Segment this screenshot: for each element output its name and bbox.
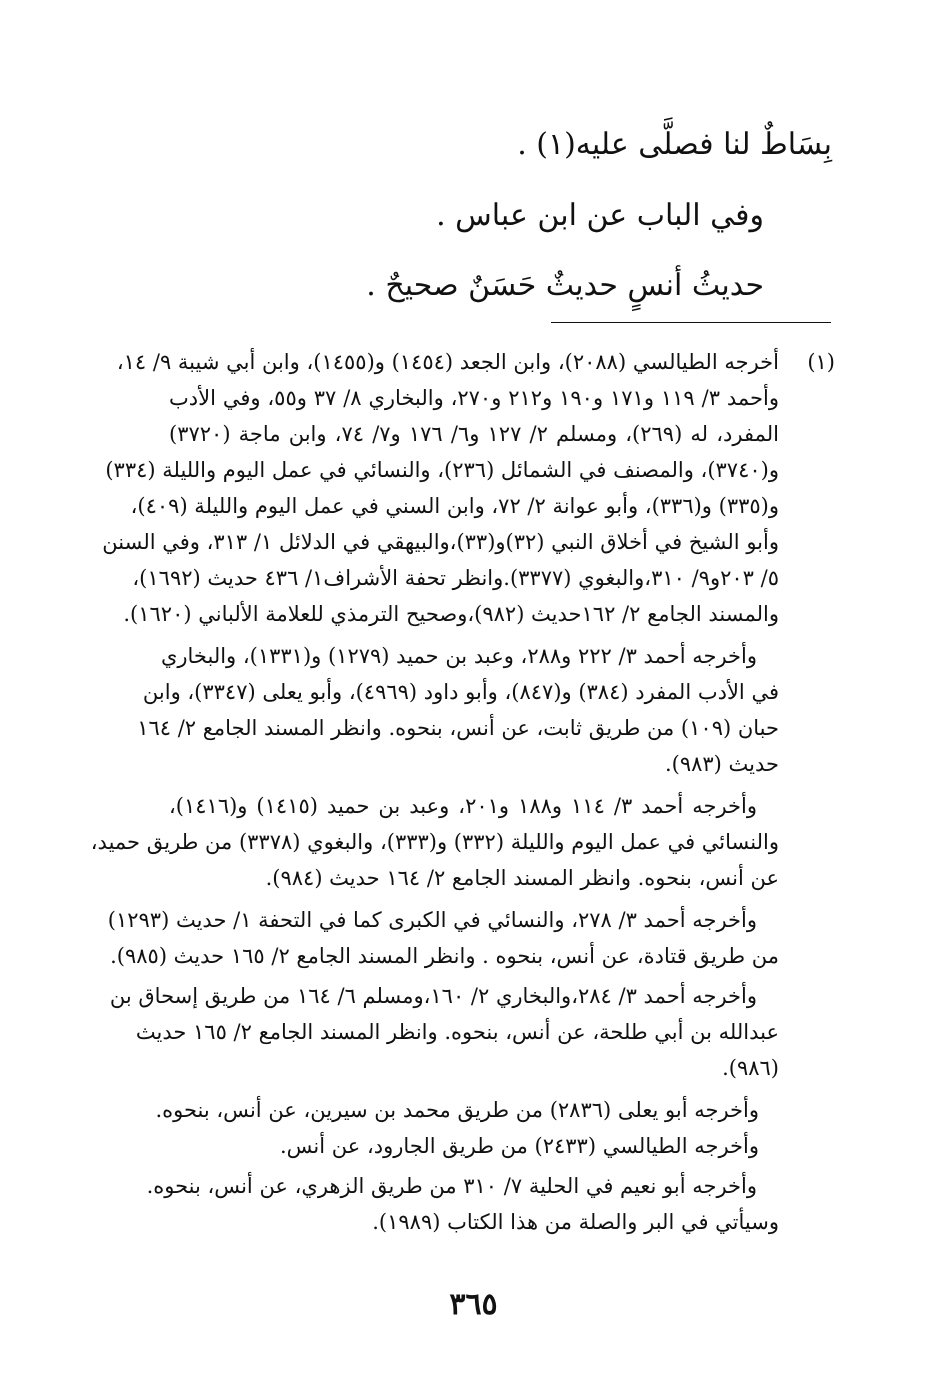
footnote-line: أخرجه الطيالسي (٢٠٨٨)، وابن الجعد (١٤٥٤) و(١٤٥٥)، وابن أبي شيبة ٩/ ١٤، (116, 350, 779, 374)
footnote-marker: (١) (807, 350, 835, 374)
footnote-line: وأخرجه أحمد ٣/ ٢٨٤،والبخاري ٢/ ١٦٠،ومسلم ٦/ ١٦٤ من طريق إسحاق بن (109, 984, 757, 1008)
footnote-line: (٩٨٦). (722, 1056, 779, 1080)
footnote-line: وأخرجه أحمد ٣/ ٢٧٨، والنسائي في الكبرى كما في التحفة ١/ حديث (١٢٩٣) (107, 908, 757, 932)
page-number: ٣٦٥ (449, 1287, 498, 1322)
main-text-line: وفي الباب عن ابن عباس . (436, 198, 764, 233)
main-text-line: بِسَاطٌ لنا فصلَّى عليه(١) . (517, 127, 832, 162)
footnote-line: حديث (٩٨٣). (664, 752, 779, 776)
footnote-line: عبدالله بن أبي طلحة، عن أنس، بنحوه. وانظر المسند الجامع ٢/ ١٦٥ حديث (135, 1020, 779, 1044)
footnote-line: وسيأتي في البر والصلة من هذا الكتاب (١٩٨٩). (372, 1210, 779, 1234)
footnote-separator (551, 322, 831, 323)
footnote-line: وأخرجه أبو يعلى (٢٨٣٦) من طريق محمد بن سيرين، عن أنس، بنحوه. (155, 1098, 759, 1122)
footnote-line: و(٣٧٤٠)، والمصنف في الشمائل (٢٣٦)، والنسائي في عمل اليوم والليلة (٣٣٤) (105, 458, 779, 482)
footnote-line: وأحمد ٣/ ١١٩ و١٧١ و١٩٠ و٢١٢ و٢٧٠، والبخاري ٨/ ٣٧ و٥٥، وفي الأدب (169, 386, 779, 410)
main-text-line: حديثُ أنسٍ حديثٌ حَسَنٌ صحيحٌ . (366, 268, 764, 303)
footnote-line: ٥/ ٢٠٣و٩/ ٣١٠،والبغوي (٣٣٧٧).وانظر تحفة الأشراف١/ ٤٣٦ حديث (١٦٩٢)، (132, 566, 779, 590)
footnote-line: وأخرجه أبو نعيم في الحلية ٧/ ٣١٠ من طريق الزهري، عن أنس، بنحوه. (146, 1174, 757, 1198)
footnote-line: والمسند الجامع ٢/ ١٦٢حديث (٩٨٢)،وصحيح الترمذي للعلامة الألباني (١٦٢٠). (123, 602, 779, 626)
footnote-line: من طريق قتادة، عن أنس، بنحوه . وانظر المسند الجامع ٢/ ١٦٥ حديث (٩٨٥). (110, 944, 779, 968)
footnote-line: عن أنس، بنحوه. وانظر المسند الجامع ٢/ ١٦٤ حديث (٩٨٤). (265, 866, 779, 890)
footnote-line: حبان (١٠٩) من طريق ثابت، عن أنس، بنحوه. وانظر المسند الجامع ٢/ ١٦٤ (137, 716, 779, 740)
footnote-line: وأخرجه الطيالسي (٢٤٣٣) من طريق الجارود، عن أنس. (279, 1134, 759, 1158)
footnote-line: في الأدب المفرد (٣٨٤) و(٨٤٧)، وأبو داود (٤٩٦٩)، وأبو يعلى (٣٣٤٧)، وابن (142, 680, 779, 704)
footnote-line: وأخرجه أحمد ٣/ ٢٢٢ و٢٨٨، وعبد بن حميد (١٢٧٩) و(١٣٣١)، والبخاري (160, 644, 757, 668)
footnote-line: المفرد، له (٢٦٩)، ومسلم ٢/ ١٢٧ و٦/ ١٧٦ و٧/ ٧٤، وابن ماجة (٣٧٢٠) (169, 422, 779, 446)
footnote-line: وأخرجه أحمد ٣/ ١١٤ و١٨٨ و٢٠١، وعبد بن حميد (١٤١٥) و(١٤١٦)، (169, 794, 757, 818)
footnote-line: والنسائي في عمل اليوم والليلة (٣٣٢) و(٣٣٣)، والبغوي (٣٣٧٨) من طريق حميد، (90, 830, 779, 854)
footnote-line: وأبو الشيخ في أخلاق النبي (٣٢)و(٣٣)،والبيهقي في الدلائل ١/ ٣١٣، وفي السنن (102, 530, 779, 554)
footnote-line: و(٣٣٥) و(٣٣٦)، وأبو عوانة ٢/ ٧٢، وابن السني في عمل اليوم والليلة (٤٠٩)، (130, 494, 779, 518)
